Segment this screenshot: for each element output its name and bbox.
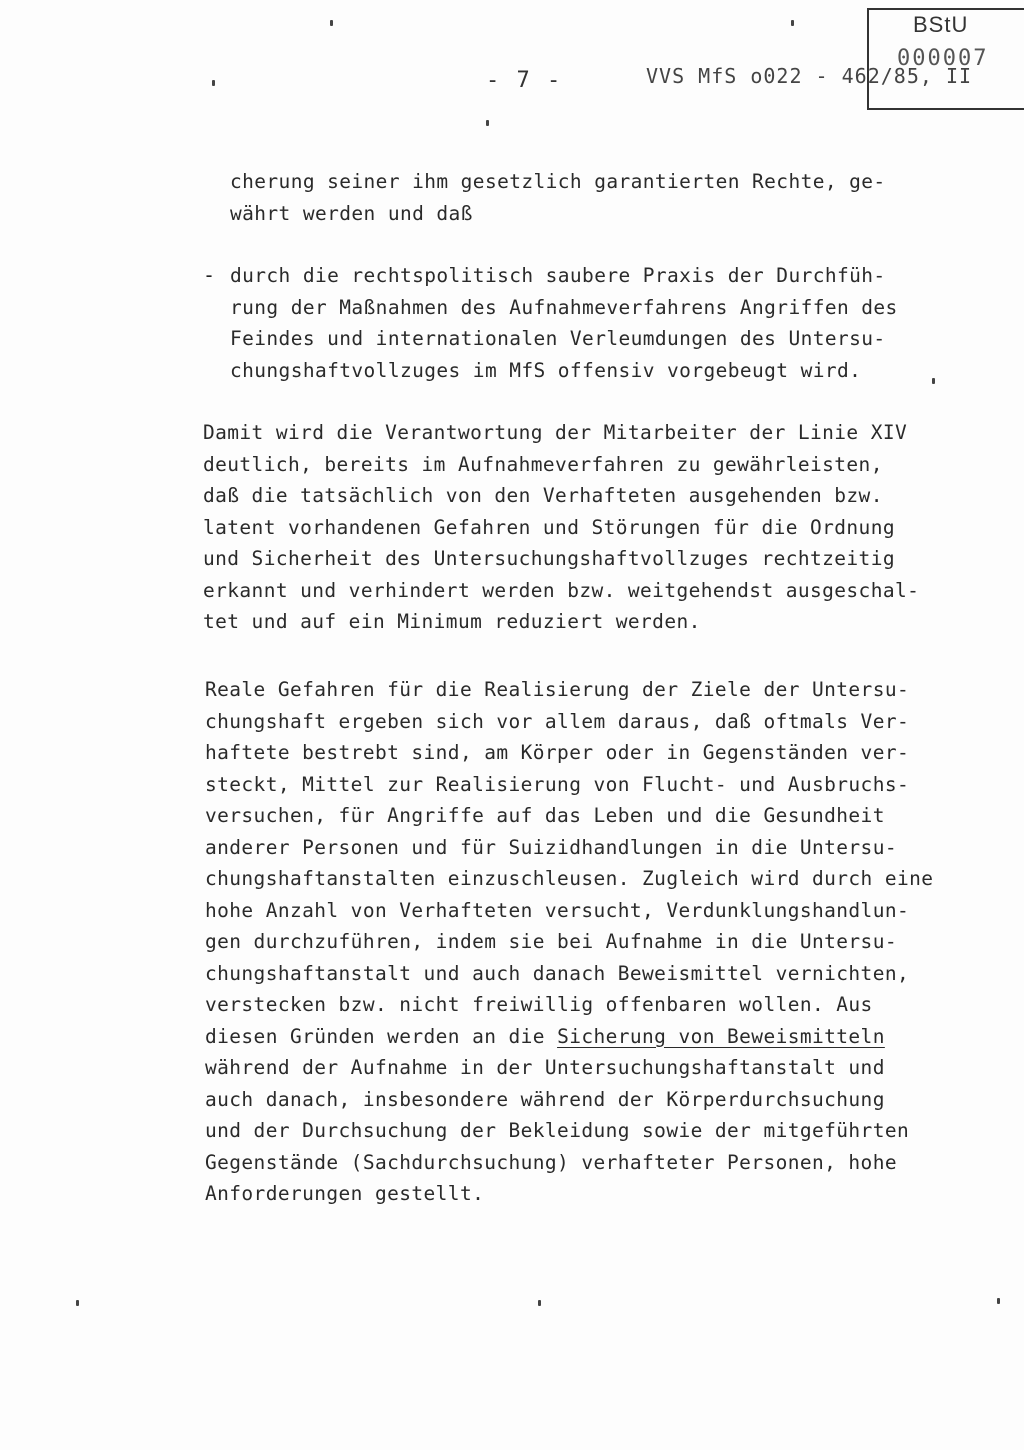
text-line: während der Aufnahme in der Untersuchungshaftanstalt und	[205, 1056, 885, 1079]
text-line: und Sicherheit des Untersuchungshaftvollzuges rechtzeitig	[203, 547, 895, 570]
paragraph	[205, 674, 933, 1210]
scan-speck	[932, 378, 935, 384]
text-line: währt werden und daß	[230, 201, 473, 225]
text-line: haftete bestrebt sind, am Körper oder in Gegenständen ver-	[205, 741, 910, 764]
text-line: und der Durchsuchung der Bekleidung sowie der mitgeführten	[205, 1119, 910, 1142]
text-line: latent vorhandenen Gefahren und Störungen für die Ordnung	[203, 515, 895, 539]
text-line: Anforderungen gestellt.	[205, 1182, 485, 1205]
underlined-phrase: Sicherung von Beweismitteln	[557, 1024, 885, 1048]
archive-stamp	[867, 8, 1024, 110]
text-line: chungshaftvollzuges im MfS offensiv vorgebeugt wird.	[230, 358, 862, 382]
scan-speck	[76, 1300, 79, 1306]
text-line: verstecken bzw. nicht freiwillig offenbaren wollen. Aus	[205, 993, 873, 1016]
text-line: auch danach, insbesondere während der Körperdurchsuchung	[205, 1087, 885, 1111]
text-line: anderer Personen und für Suizidhandlungen in die Untersu-	[205, 835, 897, 859]
text-line: chungshaft ergeben sich vor allem daraus, daß oftmals Ver-	[205, 709, 910, 733]
bullet-item	[230, 260, 898, 386]
scan-speck	[791, 20, 794, 26]
text-line: durch die rechtspolitisch saubere Praxis der Durchfüh-	[230, 264, 886, 287]
text-line: chungshaftanstalt und auch danach Beweismittel vernichten,	[205, 961, 910, 985]
text-line: hohe Anzahl von Verhafteten versucht, Verdunklungshandlun-	[205, 898, 910, 922]
text-line: Gegenstände (Sachdurchsuchung) verhafteter Personen, hohe	[205, 1150, 897, 1174]
text-line: daß die tatsächlich von den Verhafteten ausgehenden bzw.	[203, 484, 883, 507]
scan-speck	[486, 120, 489, 126]
text-line: chungshaftanstalten einzuschleusen. Zugleich wird durch eine	[205, 867, 934, 890]
text-line: deutlich, bereits im Aufnahmeverfahren zu gewährleisten,	[203, 452, 883, 476]
scan-speck	[538, 1300, 541, 1306]
scan-speck	[330, 20, 333, 26]
text-line: erkannt und verhindert werden bzw. weitgehendst ausgeschal-	[203, 578, 920, 602]
text-line	[205, 1021, 933, 1053]
stamp-number: 000007	[897, 46, 989, 71]
text-line: steckt, Mittel zur Realisierung von Flucht- und Ausbruchs-	[205, 772, 910, 796]
text-line: Feindes und internationalen Verleumdungen des Untersu-	[230, 327, 886, 350]
paragraph-continuation	[230, 166, 886, 229]
scan-speck	[997, 1298, 1000, 1304]
text-fragment: diesen Gründen werden an die	[205, 1024, 558, 1048]
text-line: rung der Maßnahmen des Aufnahmeverfahrens Angriffen des	[230, 295, 898, 319]
paragraph	[203, 417, 919, 638]
scan-speck	[212, 80, 215, 86]
text-line: Reale Gefahren für die Realisierung der Ziele der Untersu-	[205, 678, 910, 701]
text-line: versuchen, für Angriffe auf das Leben und die Gesundheit	[205, 804, 885, 827]
text-line: cherung seiner ihm gesetzlich garantierten Rechte, ge-	[230, 170, 886, 193]
page-number: - 7 -	[486, 68, 563, 93]
document-reference: VVS MfS o022 - 462/85, II	[646, 64, 973, 88]
text-line: Damit wird die Verantwortung der Mitarbeiter der Linie XIV	[203, 421, 908, 444]
stamp-title: BStU	[913, 12, 969, 37]
text-line: tet und auf ein Minimum reduziert werden.	[203, 610, 701, 633]
bullet-marker: -	[203, 263, 216, 287]
text-line: gen durchzuführen, indem sie bei Aufnahme in die Untersu-	[205, 930, 897, 953]
